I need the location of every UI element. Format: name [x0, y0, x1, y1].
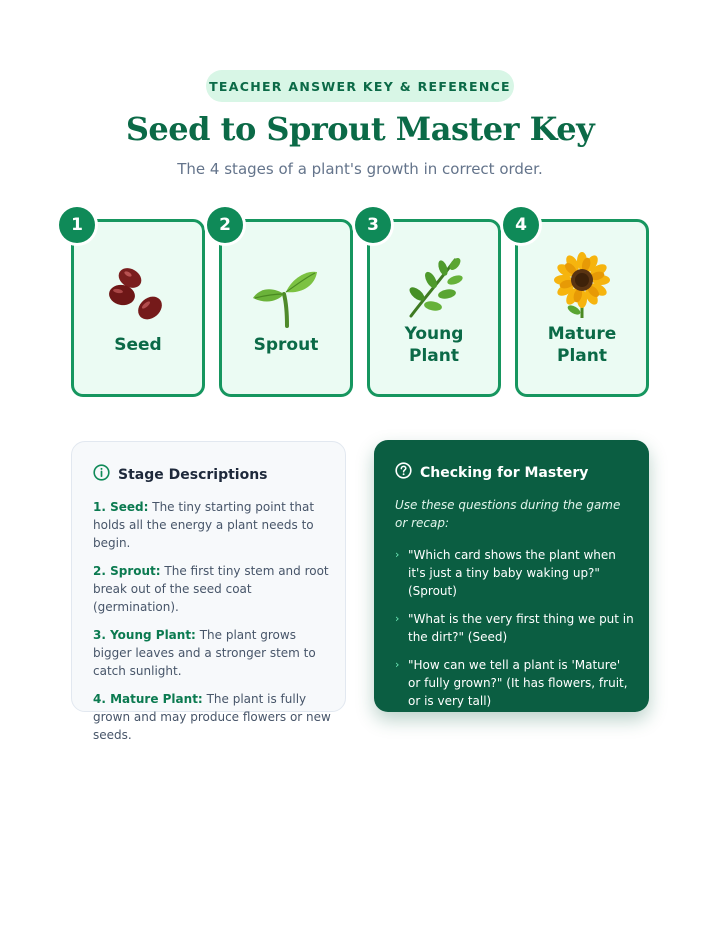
leafy-branch-icon: [370, 254, 498, 320]
mastery-question-list: [395, 546, 635, 720]
question-text: "How can we tell a plant is 'Mature' or fully grown?" (It has flowers, fruit, or is very tall): [408, 658, 628, 708]
panel-heading: [395, 462, 588, 483]
sunflower-icon: [518, 252, 646, 320]
stage-card-seed: [71, 219, 205, 397]
stage-description: [93, 562, 333, 616]
stage-term: 3. Young Plant:: [93, 628, 196, 642]
chevron-right-icon: ›: [395, 548, 400, 561]
stage-number-badge: 4: [503, 207, 539, 243]
checking-for-mastery-panel: [374, 440, 649, 712]
stage-number-badge: 2: [207, 207, 243, 243]
stage-number-badge: 1: [59, 207, 95, 243]
page-subtitle: The 4 stages of a plant's growth in correct order.: [177, 160, 543, 178]
stage-description: [93, 690, 333, 744]
stage-description-list: [93, 498, 333, 754]
stage-description: [93, 498, 333, 552]
stage-card-sprout: [219, 219, 353, 397]
page-title: Seed to Sprout Master Key: [125, 110, 595, 148]
question-icon: [395, 462, 412, 483]
panel-heading-text: Checking for Mastery: [420, 464, 589, 481]
beans-icon: [74, 262, 202, 328]
chevron-right-icon: ›: [395, 658, 400, 671]
stage-description: [93, 626, 333, 680]
stage-label: Seed: [114, 335, 162, 355]
panel-heading-text: Stage Descriptions: [118, 466, 268, 483]
stage-label-text: Young Plant: [404, 324, 464, 366]
header-badge: TEACHER ANSWER KEY & REFERENCE: [206, 70, 514, 102]
stage-number-badge: 3: [355, 207, 391, 243]
question-text: "Which card shows the plant when it's just a tiny baby waking up?" (Sprout): [408, 548, 616, 598]
stage-label: [370, 323, 498, 367]
chevron-right-icon: ›: [395, 612, 400, 625]
question-text: "What is the very first thing we put in the dirt?" (Seed): [408, 612, 634, 644]
stage-term: 1. Seed:: [93, 500, 149, 514]
info-icon: [93, 464, 110, 485]
stage-card-young-plant: [367, 219, 501, 397]
stage-text: The plant is fully grown and may produce flowers or new seeds.: [93, 692, 331, 742]
seedling-icon: [222, 264, 350, 328]
mastery-question: [395, 546, 635, 600]
stage-card-mature-plant: [515, 219, 649, 397]
stage-text: The tiny starting point that holds all the energy a plant needs to begin.: [93, 500, 315, 550]
stage-term: 2. Sprout:: [93, 564, 161, 578]
stage-label: Sprout: [253, 335, 319, 355]
stage-label: [518, 323, 646, 367]
mastery-question: [395, 610, 635, 646]
stage-term: 4. Mature Plant:: [93, 692, 203, 706]
stage-text: The plant grows bigger leaves and a stronger stem to catch sunlight.: [93, 628, 316, 678]
stage-text: The first tiny stem and root break out of the seed coat (germination).: [93, 564, 329, 614]
panel-heading: [93, 464, 268, 485]
stage-label-text: Mature Plant: [547, 324, 617, 366]
mastery-intro: Use these questions during the game or recap:: [395, 498, 621, 530]
mastery-question: [395, 656, 635, 710]
stage-descriptions-panel: [71, 441, 346, 742]
